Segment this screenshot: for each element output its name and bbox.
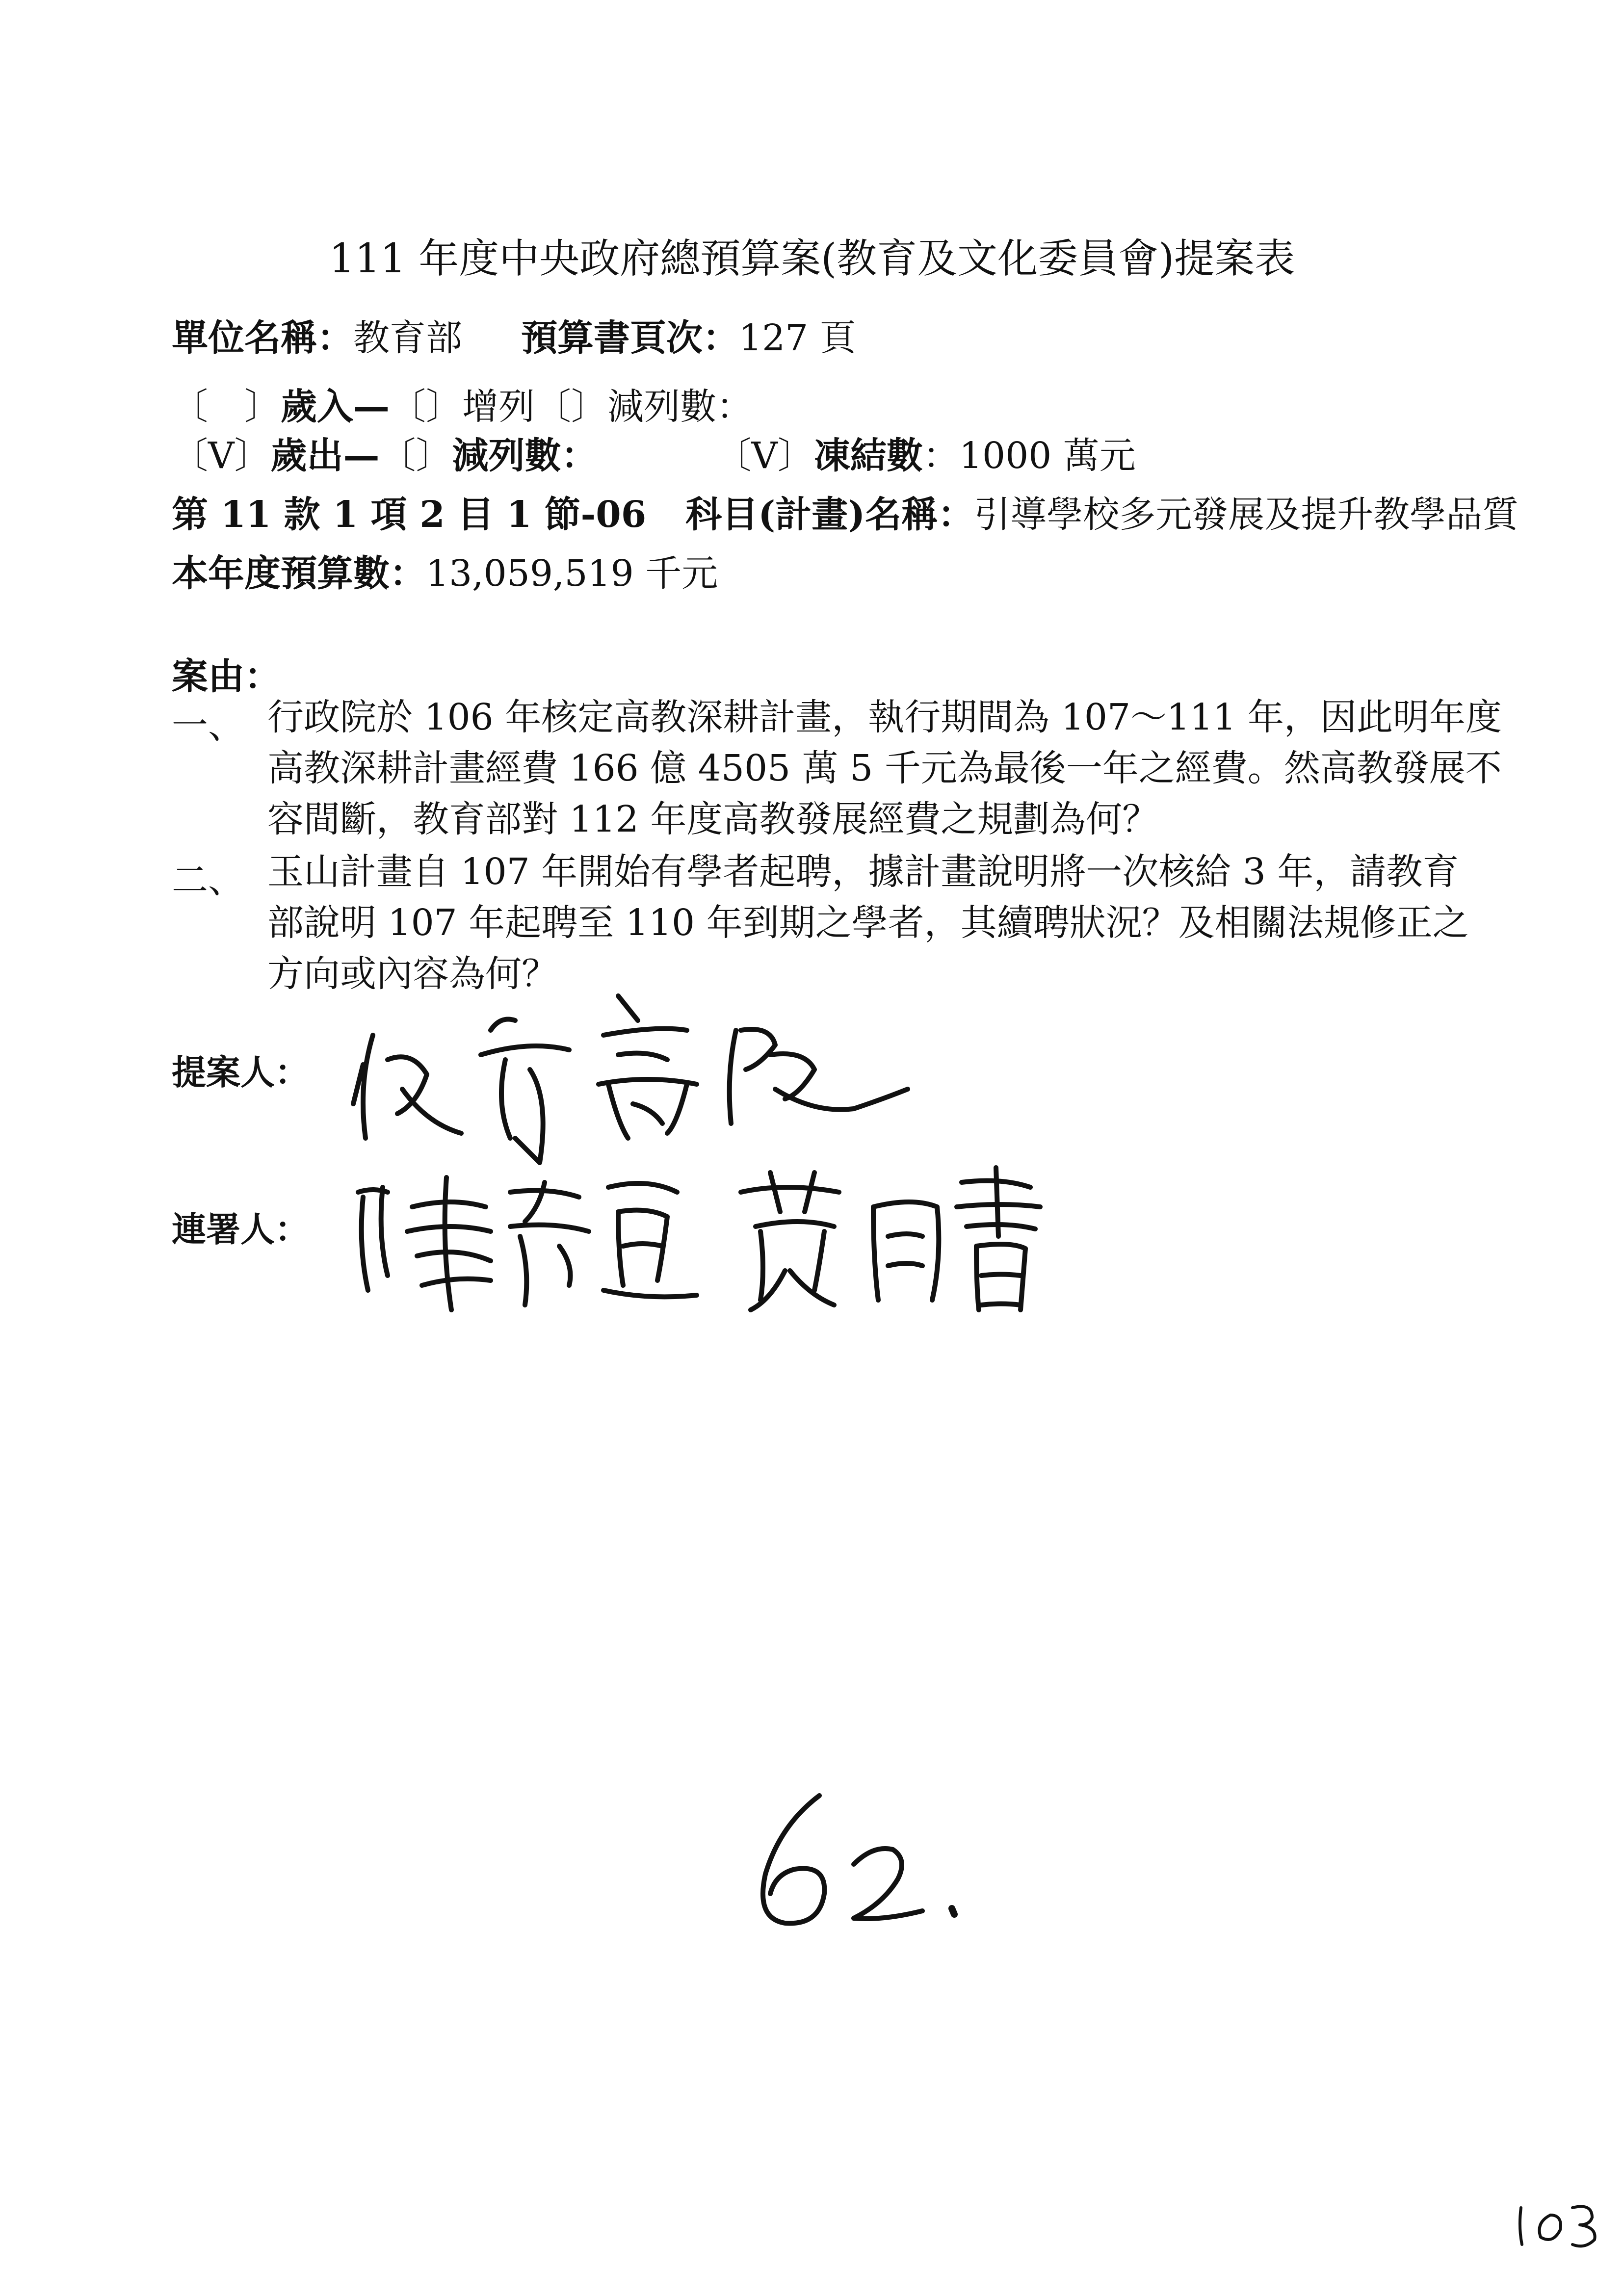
expense-decrease-checkbox: 〔〕: [379, 435, 452, 477]
budget-page-value: 127 頁: [739, 317, 856, 359]
budget-value: 13,059,519 千元: [426, 552, 718, 595]
cosigners-label: 連署人：: [172, 1209, 309, 1250]
revenue-decrease-option: 〔〕減列數：: [535, 386, 753, 428]
budget-label: 本年度預算數：: [172, 552, 426, 595]
expense-line: [172, 427, 1136, 479]
budget-page-label: 預算書頁次：: [521, 317, 739, 359]
cosigner-signature-1: [343, 1158, 711, 1325]
subject-value: 引導學校多元發展及提升教學品質: [974, 494, 1519, 536]
reason-line: 玉山計畫自 107 年開始有學者起聘，據計畫說明將一次核給 3 年，請教育: [267, 851, 1459, 893]
reason-item-marker: 二、: [172, 859, 244, 901]
subject-label: 科目(計畫)名稱：: [685, 494, 974, 536]
reason-item-marker: 一、: [172, 704, 244, 747]
unit-value: 教育部: [353, 317, 462, 359]
revenue-checkbox: 〔 〕: [172, 386, 281, 428]
reason-line: 容間斷，教育部對 112 年度高教發展經費之規劃為何？: [267, 798, 1159, 840]
item-line: [172, 486, 1519, 538]
budget-line: [172, 545, 718, 597]
unit-line: [172, 309, 856, 361]
reason-item-1: [267, 692, 1502, 845]
proposer-label: 提案人：: [172, 1052, 309, 1093]
expense-label: 歲出—: [270, 435, 380, 477]
item-code: 第 11 款 1 項 2 目 1 節-06: [172, 494, 647, 536]
document-title: 111 年度中央政府總預算案(教育及文化委員會)提案表: [329, 235, 1295, 282]
expense-freeze-label: 凍結數: [813, 435, 923, 477]
revenue-increase-option: 〔〕增列: [390, 386, 535, 428]
revenue-label: 歲入—: [281, 386, 390, 428]
expense-freeze-value: ：1000 萬元: [922, 435, 1136, 477]
revenue-line: [172, 378, 753, 430]
reason-line: 高教深耕計畫經費 166 億 4505 萬 5 千元為最後一年之經費。然高教發展不: [267, 747, 1502, 789]
reason-line: 行政院於 106 年核定高教深耕計畫，執行期間為 107～111 年，因此明年度: [267, 696, 1502, 738]
cosigner-signature-2: [726, 1163, 1070, 1320]
expense-freeze-checkbox: 〔V〕: [715, 435, 814, 477]
page-number-handwritten: [736, 1786, 1011, 1953]
corner-page-mark: [1511, 2198, 1604, 2252]
reason-line: 部說明 107 年起聘至 110 年到期之學者，其續聘狀況？及相關法規修正之: [267, 902, 1469, 944]
expense-checkbox: 〔V〕: [172, 435, 271, 477]
proposer-signature: [343, 976, 957, 1173]
reason-label: 案由：: [172, 655, 281, 698]
reason-line: 方向或內容為何？: [267, 953, 558, 995]
expense-decrease-label: 減列數：: [452, 435, 598, 477]
unit-label: 單位名稱：: [172, 317, 353, 359]
